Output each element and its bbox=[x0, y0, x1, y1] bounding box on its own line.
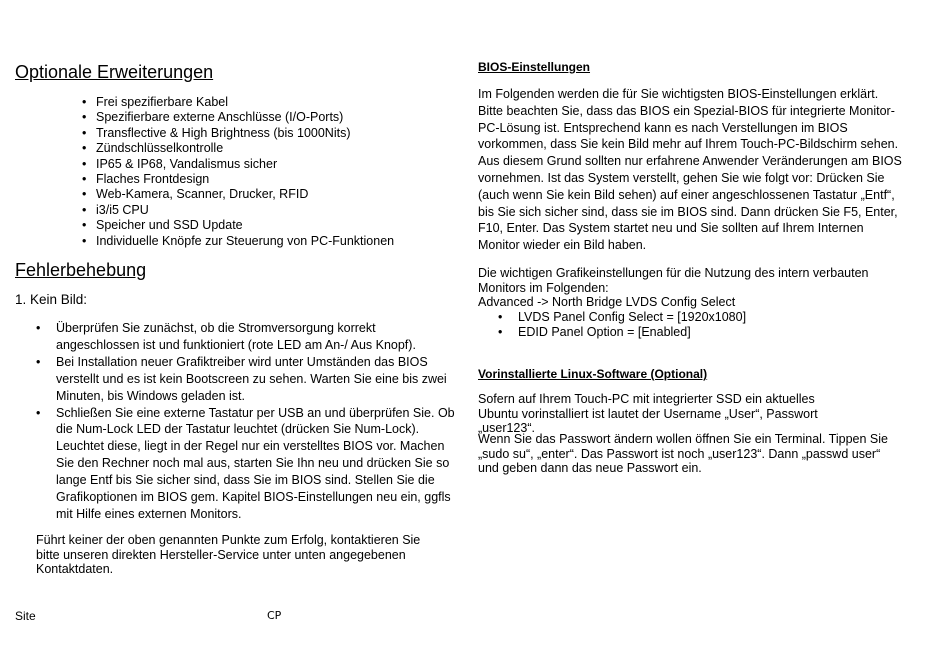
graphics-options bbox=[498, 310, 747, 341]
password-text: Wenn Sie das Passwort ändern wollen öffnen Sie ein Terminal. Tippen Sie „sudo su“, „enter“. Das Passwort ist noch „user123“. Dann „passwd user“ und geben dann das neue Passwort ein. bbox=[478, 432, 888, 476]
bullet-icon: • bbox=[82, 125, 87, 140]
bullet-icon: • bbox=[498, 325, 503, 340]
no-image-steps bbox=[36, 320, 455, 523]
bullet-icon: • bbox=[82, 156, 87, 171]
bullet-icon: • bbox=[82, 172, 87, 187]
bios-heading: BIOS-Einstellungen bbox=[478, 60, 591, 74]
bios-text: Im Folgenden werden die für Sie wichtigsten BIOS-Einstellungen erklärt. Bitte beachten Sie, dass das BIOS ein Spezial-BIOS für integrierte Monitor-PC-Lösung ist. Entsprechend kann es nach Verstellungen im BIOS vorkommen, dass Sie kein Bild mehr auf Ihrem Touch-PC-Bildschirm sehen. Aus diesem Grund sollten nur erfahrene Anwender Veränderungen am BIOS vornehmen. Ist das System verstellt, gehen Sie wie folgt vor: Drücken Sie (auch wenn Sie kein Bild sehen) auf einer angeschlossenen Tastatur „Entf“, bis Sie sich sicher sind, dass sie im BIOS sind. Dann drücken Sie F5, Enter, F10, Enter. Das System startet neu und Sie sollten auf Ihrem Internen Monitor wieder ein Bild haben. bbox=[478, 87, 902, 253]
bullet-icon: • bbox=[82, 187, 87, 202]
list-item: • EDID Panel Option = [Enabled] bbox=[498, 325, 691, 340]
list-item: • Web-Kamera, Scanner, Drucker, RFID bbox=[82, 187, 309, 202]
bullet-icon: • bbox=[82, 110, 87, 125]
list-item: • Schließen Sie eine externe Tastatur per USB an und überprüfen Sie. Ob die Num-Lock LED der Tastatur leuchtet (drücken Sie Num-Lock). Leuchtet diese, liegt in der Regel nur ein verstelltes BIOS vor. Machen Sie den Rechner noch mal aus, starten Sie Ihn neu und drücken Sie so lange Entf bis Sie sicher sind, dass Sie im BIOS sind. Stellen Sie die Grafikoptionen im BIOS gem. Kapitel BIOS-Einstellungen neu ein, ggfls mit Hilfe eines externen Monitors. bbox=[36, 405, 455, 521]
bullet-icon: • bbox=[82, 233, 87, 248]
list-item: • Frei spezifierbare Kabel bbox=[82, 95, 229, 109]
graphics-intro: Die wichtigen Grafikeinstellungen für die Nutzung des intern verbauten Monitors im Folgenden: bbox=[478, 266, 869, 295]
list-item: • i3/i5 CPU bbox=[82, 202, 149, 217]
bullet-icon: • bbox=[82, 95, 87, 109]
bullet-icon: • bbox=[36, 405, 41, 420]
list-item: • Überprüfen Sie zunächst, ob die Stromversorgung korrekt angeschlossen ist und funktioniert (rote LED am An-/ Aus Knopf). bbox=[36, 321, 416, 352]
list-item: • LVDS Panel Config Select = [1920x1080] bbox=[498, 310, 747, 324]
list-item: • Flaches Frontdesign bbox=[82, 172, 210, 187]
list-item: • Transflective & High Brightness (bis 1000Nits) bbox=[82, 125, 351, 140]
bullet-icon: • bbox=[36, 321, 41, 335]
linux-heading: Vorinstallierte Linux-Software (Optional) bbox=[478, 367, 708, 381]
list-item: • Bei Installation neuer Grafiktreiber wird unter Umständen das BIOS verstellt und es ist kein Bootscreen zu sehen. Warten Sie eine bis zwei Minuten, bis Windows geladen ist. bbox=[36, 354, 447, 403]
extensions-list bbox=[82, 95, 395, 249]
service-note: Führt keiner der oben genannten Punkte zum Erfolg, kontaktieren Sie bitte unseren direkten Hersteller-Service unter unten angegebenen Kontaktdaten. bbox=[36, 533, 421, 577]
bullet-icon: • bbox=[82, 202, 87, 217]
list-item: • IP65 & IP68, Vandalismus sicher bbox=[82, 156, 278, 171]
no-image-label: 1. Kein Bild: bbox=[15, 292, 88, 307]
linux-text: Sofern auf Ihrem Touch-PC mit integrierter SSD ein aktuelles Ubuntu vorinstalliert ist lautet der Username „User“, Passwort „user123“. bbox=[478, 392, 818, 436]
list-item: • Individuelle Knöpfe zur Steuerung von PC-Funktionen bbox=[82, 233, 395, 248]
bullet-icon: • bbox=[82, 141, 87, 156]
bullet-icon: • bbox=[498, 310, 503, 324]
troubleshooting-heading: Fehlerbehebung bbox=[15, 260, 147, 280]
bullet-icon: • bbox=[82, 218, 87, 233]
list-item: • Zündschlüsselkontrolle bbox=[82, 141, 224, 156]
graphics-path: Advanced -> North Bridge LVDS Config Select bbox=[478, 295, 736, 309]
footer-center-label: CP bbox=[267, 609, 282, 622]
list-item: • Spezifierbare externe Anschlüsse (I/O-Ports) bbox=[82, 110, 344, 125]
footer-site-label: Site bbox=[15, 609, 36, 623]
bullet-icon: • bbox=[36, 354, 41, 369]
extensions-heading: Optionale Erweiterungen bbox=[15, 62, 214, 82]
list-item: • Speicher und SSD Update bbox=[82, 218, 243, 233]
